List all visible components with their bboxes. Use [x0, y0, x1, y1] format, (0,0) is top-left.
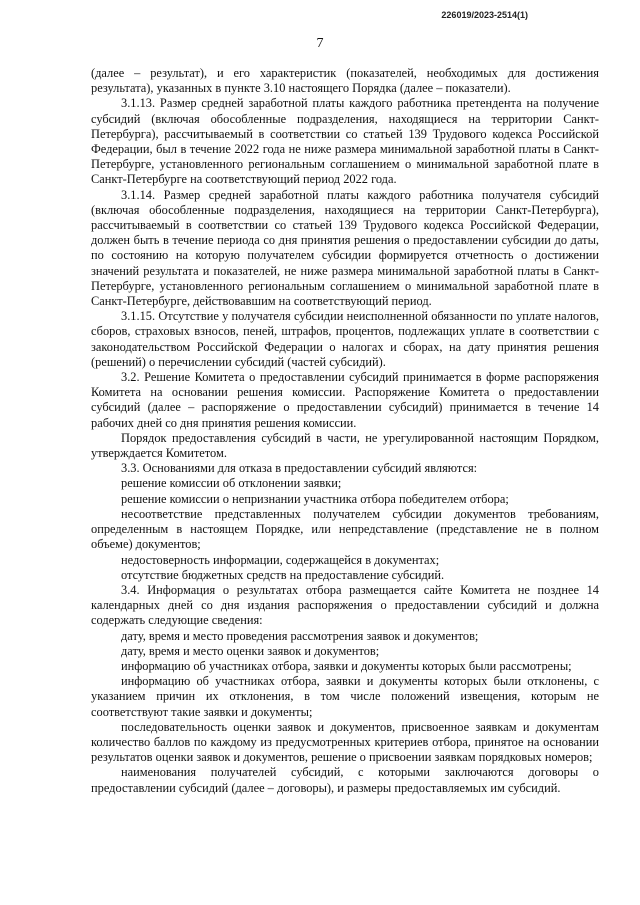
paragraph: 3.2. Решение Комитета о предоставлении субсидий принимается в форме распоряжения Комитета на основании решения комиссии. Распоряжение Комитета о предоставлении субсидий (далее – распоряжение о предоставлении субсидий) принимается в течение 14 рабочих дней со дня принятия решения комиссии. — [91, 370, 599, 430]
list-item: несоответствие представленных получателем субсидии документов требованиям, определенным в настоящем Порядке, или непредставление (представление не в полном объеме) документов; — [91, 506, 599, 552]
document-number: 226019/2023-2514(1) — [441, 10, 528, 20]
paragraph: Порядок предоставления субсидий в части, не урегулированной настоящим Порядком, утверждается Комитетом. — [91, 430, 599, 461]
paragraph: (далее – результат), и его характеристик (показателей, необходимых для достижения результата), указанных в пункте 3.10 настоящего Порядка (далее – показатели). — [91, 66, 599, 96]
list-item: последовательность оценки заявок и документов, присвоенное заявкам и документам количество баллов по каждому из предусмотренных критериев отбора, принятое на основании результатов оценки заявок и документов, решение о присвоении заявкам порядковых номеров; — [91, 719, 599, 765]
list-item: отсутствие бюджетных средств на предоставление субсидий. — [121, 567, 445, 582]
paragraph: 3.4. Информация о результатах отбора размещается сайте Комитета не позднее 14 календарных дней со дня издания распоряжения о предоставлении субсидий и должна содержать следующие сведения: — [91, 582, 599, 628]
list-item: решение комиссии об отклонении заявки; — [121, 476, 342, 491]
paragraph: 3.1.13. Размер средней заработной платы каждого работника претендента на получение субсидий (включая обособленные подразделения, находящиеся на территории Санкт-Петербурга), рассчитываемый в соответствии со статьей 139 Трудового кодекса Российской Федерации, был в течение 2022 года не ниже размера минимальной заработной платы в Санкт-Петербурге, установленного региональным соглашением о минимальной заработной плате в Санкт-Петербурге на соответствующий период 2022 года. — [91, 96, 599, 187]
list-item: недостоверность информации, содержащейся в документах; — [121, 552, 440, 567]
list-item: информацию об участниках отбора, заявки и документы которых были рассмотрены; — [121, 658, 572, 673]
list-item: наименования получателей субсидий, с которыми заключаются договоры о предоставлении субсидий (далее – договоры), и размеры предоставляемых им субсидий. — [91, 765, 599, 795]
paragraph: 3.1.14. Размер средней заработной платы каждого работника получателя субсидий (включая обособленные подразделения, находящиеся на территории Санкт-Петербурга), рассчитываемый в соответствии со статьей 139 Трудового кодекса Российской Федерации, должен быть в течение периода со дня принятия решения о предоставлении субсидии до даты, по состоянию на которую получателем субсидии формируется отчетность о достижении значений результата и показателей, не ниже размера минимальной заработной платы в Санкт-Петербурге, установленного региональным соглашением о минимальной заработной плате в Санкт-Петербурге, действовавшим на соответствующий период. — [91, 187, 599, 309]
list-item: дату, время и место проведения рассмотрения заявок и документов; — [121, 628, 479, 643]
paragraph: 3.3. Основаниями для отказа в предоставлении субсидий являются: — [121, 461, 478, 476]
list-item: дату, время и место оценки заявок и документов; — [121, 643, 380, 658]
list-item: решение комиссии о непризнании участника отбора победителем отбора; — [121, 491, 509, 506]
document-body — [91, 66, 599, 796]
paragraph: 3.1.15. Отсутствие у получателя субсидии неисполненной обязанности по уплате налогов, сборов, страховых взносов, пеней, штрафов, процентов, подлежащих уплате в соответствии с законодательством Российской Федерации о налогах и сборах, на дату принятия решения (решений) о перечислении субсидий (частей субсидий). — [91, 309, 599, 369]
page-number: 7 — [316, 36, 324, 51]
list-item: информацию об участниках отбора, заявки и документы которых были отклонены, с указанием причин их отклонения, в том числе положений извещения, которым не соответствуют такие заявки и документы; — [91, 674, 599, 719]
